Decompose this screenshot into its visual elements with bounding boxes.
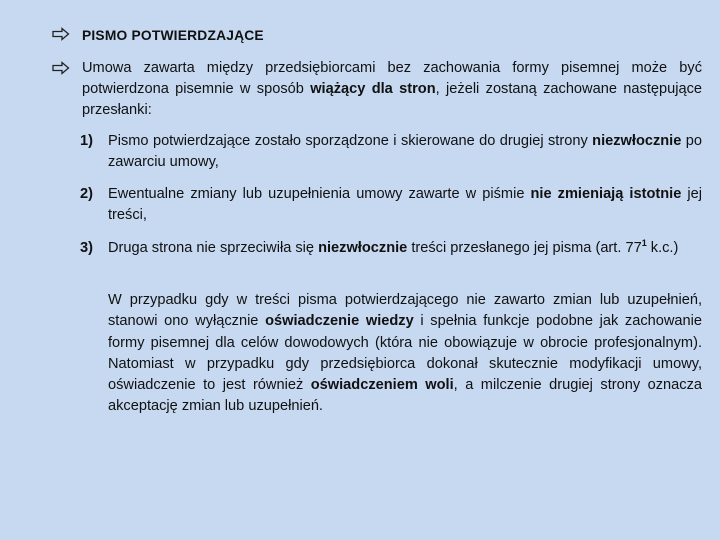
item-number: 3) [80, 240, 93, 256]
list-item [80, 184, 702, 226]
page-title: PISMO POTWIERDZAJĄCE [82, 28, 264, 43]
intro-emphasis: wiążący dla stron [310, 81, 436, 97]
hollow-arrow-icon [52, 27, 70, 43]
heading-bullet [52, 25, 702, 46]
item-number: 2) [80, 186, 93, 202]
hollow-arrow-icon [52, 61, 70, 77]
list-item [80, 131, 702, 173]
summary-paragraph: W przypadku gdy w treści pisma potwierdzającego nie zawarto zmian lub uzupełnień, stanowi ono wyłącznie oświadczenie wiedzy i spełnia funkcje podobne jak zachowanie formy pisemnej dla celów dowodowych (która nie obowiązuje w obrocie profesjonalnym). Natomiast w przypadku gdy przedsiębiorca dokonał skutecznie modyfikacji umowy, oświadczenie to jest również oświadczeniem woli, a milczenie drugiej strony oznacza akceptację zmian lub uzupełnień. [108, 292, 702, 415]
item-text: Pismo potwierdzające zostało sporządzone i skierowane do drugiej strony niezwłocznie po zawarciu umowy, [108, 133, 702, 170]
intro-bullet [52, 58, 702, 121]
intro-text: Umowa zawarta między przedsiębiorcami bez zachowania formy pisemnej może być potwierdzona pisemnie w sposób wiążący dla stron, jeżeli zostaną zachowane następujące przesłanki: [82, 60, 702, 118]
item-text: Druga strona nie sprzeciwiła się niezwłocznie treści przesłanego jej pisma (art. $77^1$ k.c.) [108, 238, 679, 256]
list-item [80, 238, 702, 259]
item-text: Ewentualne zmiany lub uzupełnienia umowy zawarte w piśmie nie zmieniają istotnie jej treści, [108, 186, 702, 223]
item-number: 1) [80, 133, 93, 149]
